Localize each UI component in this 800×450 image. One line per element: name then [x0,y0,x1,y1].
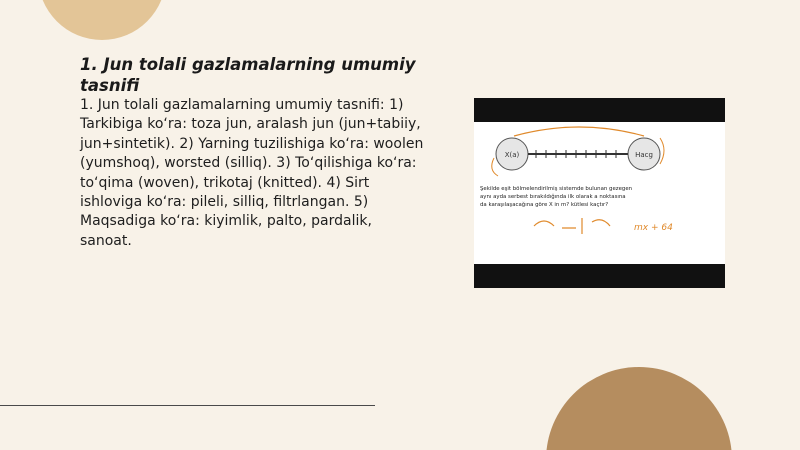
slide-title: 1. Jun tolali gazlamalarning umumiy tasnifi [80,55,416,95]
right-planet-label: Hacg [635,151,653,159]
decorative-circle-bottom [546,367,732,450]
physics-problem-image [474,98,725,288]
slide-body-text: 1. Jun tolali gazlamalarning umumiy tasnifi: 1) Tarkibiga ko‘ra: toza jun, aralash jun (jun+tabiiy, jun+sintetik). 2) Yarning tuzilishiga ko‘ra: woolen (yumshoq), worsted (silliq). 3) To‘qilishiga ko‘ra: to‘qima (woven), trikotaj (knitted). 4) Sirt ishloviga ko‘ra: pileli, silliq, filtrlangan. 5) Maqsadiga ko‘ra: kiyimlik, palto, pardalik, sanoat. [80,97,424,249]
left-planet-label: X(a) [504,151,520,159]
problem-text-line-2: aynı ayda serbest bırakıldığında ilk olarak a noktasına [480,194,626,200]
problem-text-line-3: da karaşılaşacağına göre X in m? kütlesi kaçtır? [480,202,609,208]
handwritten-result: mx + 64 [634,223,673,233]
physics-problem-illustration [474,98,725,288]
problem-text-line-1: Şekilde eşit bölmelendirilmiş sistemde bulunan gezegen [480,186,633,192]
footer-divider [0,405,375,406]
decorative-circle-top [38,0,166,40]
